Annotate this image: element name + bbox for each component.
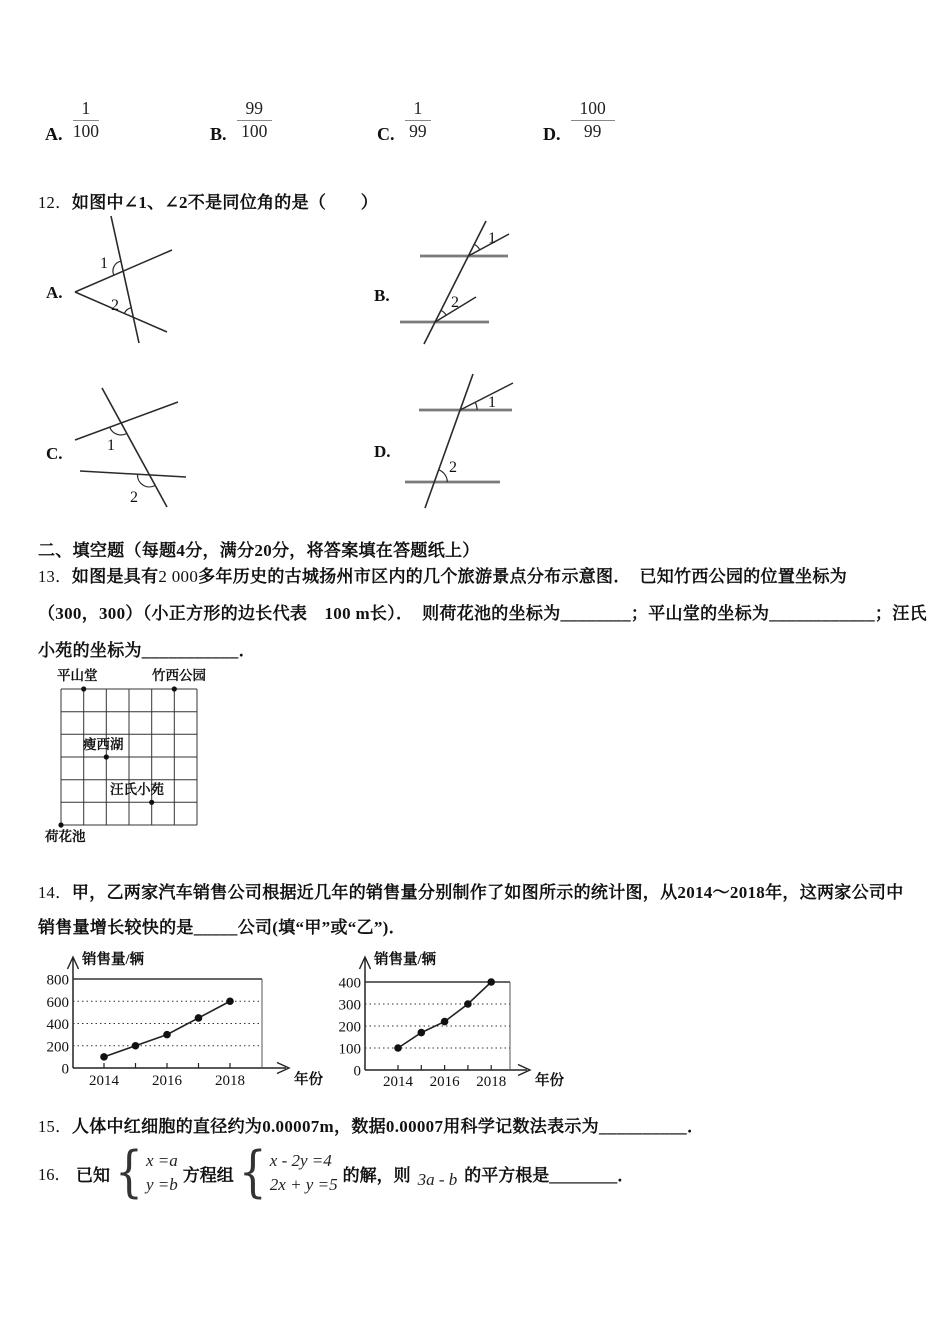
hehua-pond-label: 荷花池: [45, 829, 86, 844]
equation: x - 2y =4: [269, 1151, 332, 1171]
svg-text:200: 200: [46, 1039, 69, 1056]
svg-text:2016: 2016: [152, 1073, 182, 1089]
question-14-line-1: 14．甲，乙两家汽车销售公司根据近几年的销售量分别制作了如图所示的统计图，从2014～2018年，这两家公司中: [38, 883, 904, 902]
question-14-line-2: 销售量增长较快的是_____公司(填“甲”或“乙”)．: [38, 918, 406, 937]
option-b: [210, 98, 272, 143]
angle-1-label: 1: [100, 255, 108, 272]
equation: 2x + y =5: [269, 1174, 338, 1194]
svg-text:0: 0: [61, 1061, 69, 1078]
left-brace: {: [115, 1140, 143, 1205]
svg-text:600: 600: [46, 994, 69, 1011]
zhuxi-park-dot: [172, 686, 177, 691]
question-16-suffix: 的平方根是________．: [464, 1165, 635, 1185]
fraction-denominator: 99: [583, 120, 602, 141]
option-d-label: D.: [543, 123, 561, 144]
fraction: [571, 98, 615, 143]
hehua-pond-dot: [58, 822, 63, 827]
angle-diagram-d: [372, 372, 552, 522]
fraction-denominator: 99: [409, 120, 427, 141]
y-axis-title: 销售量/辆: [82, 952, 145, 968]
angle-diagram-a: [42, 208, 227, 348]
svg-text:2018: 2018: [215, 1073, 245, 1089]
angle-1-label: 1: [488, 394, 496, 411]
sales-chart-left: [40, 948, 360, 1103]
section-2-title: 二、填空题（每题4分，满分20分，将答案填在答题纸上）: [38, 541, 480, 560]
fraction: [237, 98, 273, 143]
angle-2-label: 2: [111, 297, 119, 314]
option-c-label: C.: [377, 123, 395, 144]
diagram-b-label: B.: [374, 286, 390, 305]
equation: y =b: [146, 1174, 178, 1194]
question-13-line-2: （300，300）（小正方形的边长代表 100 m长）． 则荷花池的坐标为________；平山堂的坐标为____________；汪氏: [38, 604, 927, 623]
angle-2-label: 2: [449, 459, 457, 476]
option-a: [45, 98, 99, 143]
shouxi-lake-label: 瘦西湖: [83, 737, 124, 752]
svg-text:2016: 2016: [429, 1074, 460, 1090]
wangshi-garden-label: 汪氏小苑: [110, 782, 164, 797]
angle-diagram-c: [42, 372, 242, 517]
svg-text:2014: 2014: [89, 1073, 119, 1089]
svg-text:300: 300: [338, 997, 361, 1014]
angle-2-label: 2: [451, 294, 459, 311]
question-16-middle: 方程组: [182, 1165, 234, 1185]
y-axis-title: 销售量/辆: [374, 952, 437, 968]
angle-1-label: 1: [107, 437, 115, 454]
svg-text:800: 800: [46, 972, 69, 989]
zhuxi-park-label: 竹西公园: [152, 668, 206, 683]
sales-chart-right: [335, 948, 635, 1103]
x-axis-title: 年份: [535, 1073, 564, 1089]
angle-2-label: 2: [130, 489, 138, 506]
fraction-denominator: 100: [241, 120, 268, 141]
question-13-line-3: 小苑的坐标为___________．: [38, 641, 256, 660]
option-d: [543, 98, 615, 143]
question-16-after: 的解，则: [342, 1165, 411, 1185]
shouxi-lake-dot: [104, 754, 109, 759]
question-16: [38, 1140, 635, 1205]
option-c: [377, 98, 431, 143]
fraction-numerator: 1: [405, 98, 432, 121]
angle-diagram-b: [372, 213, 552, 348]
left-brace: {: [238, 1140, 267, 1205]
fraction-denominator: 100: [72, 120, 99, 141]
question-16-prefix: 已知: [76, 1165, 110, 1185]
question-16-number: 16．: [38, 1165, 71, 1184]
question-12-text: 12．如图中∠1、∠2不是同位角的是（ ）: [38, 193, 379, 212]
diagram-c-label: C.: [46, 444, 63, 463]
svg-text:2018: 2018: [476, 1074, 507, 1090]
wangshi-garden-dot: [149, 800, 154, 805]
equation-system: [238, 1140, 338, 1205]
svg-text:400: 400: [46, 1017, 69, 1033]
fraction: [405, 98, 432, 143]
fraction-numerator: 99: [237, 98, 273, 121]
pingshantang-dot: [81, 686, 86, 691]
tourist-map-grid: [42, 660, 222, 850]
question-15-text: 15．人体中红细胞的直径约为0.00007m，数据0.00007用科学记数法表示为__________．: [38, 1117, 705, 1136]
equation: x =a: [146, 1151, 178, 1171]
pingshantang-label: 平山堂: [57, 668, 98, 683]
solution-system: [115, 1140, 178, 1205]
x-axis-title: 年份: [294, 1072, 323, 1088]
svg-text:400: 400: [338, 975, 361, 992]
question-13-line-1: 13．如图是具有2 000多年历史的古城扬州市区内的几个旅游景点分布示意图． 已知竹西公园的位置坐标为: [38, 567, 848, 586]
fraction-numerator: 100: [571, 98, 615, 121]
fraction-numerator: 1: [73, 98, 100, 121]
svg-text:100: 100: [338, 1041, 361, 1058]
svg-text:0: 0: [353, 1063, 361, 1080]
svg-text:2014: 2014: [383, 1074, 413, 1090]
svg-text:200: 200: [338, 1019, 361, 1036]
diagram-d-label: D.: [374, 442, 391, 461]
option-a-label: A.: [45, 123, 63, 144]
angle-1-label: 1: [488, 230, 496, 247]
expression-3a-minus-b: 3a - b: [417, 1170, 458, 1189]
option-b-label: B.: [210, 123, 227, 144]
fraction: [73, 98, 100, 143]
diagram-a-label: A.: [46, 283, 63, 302]
